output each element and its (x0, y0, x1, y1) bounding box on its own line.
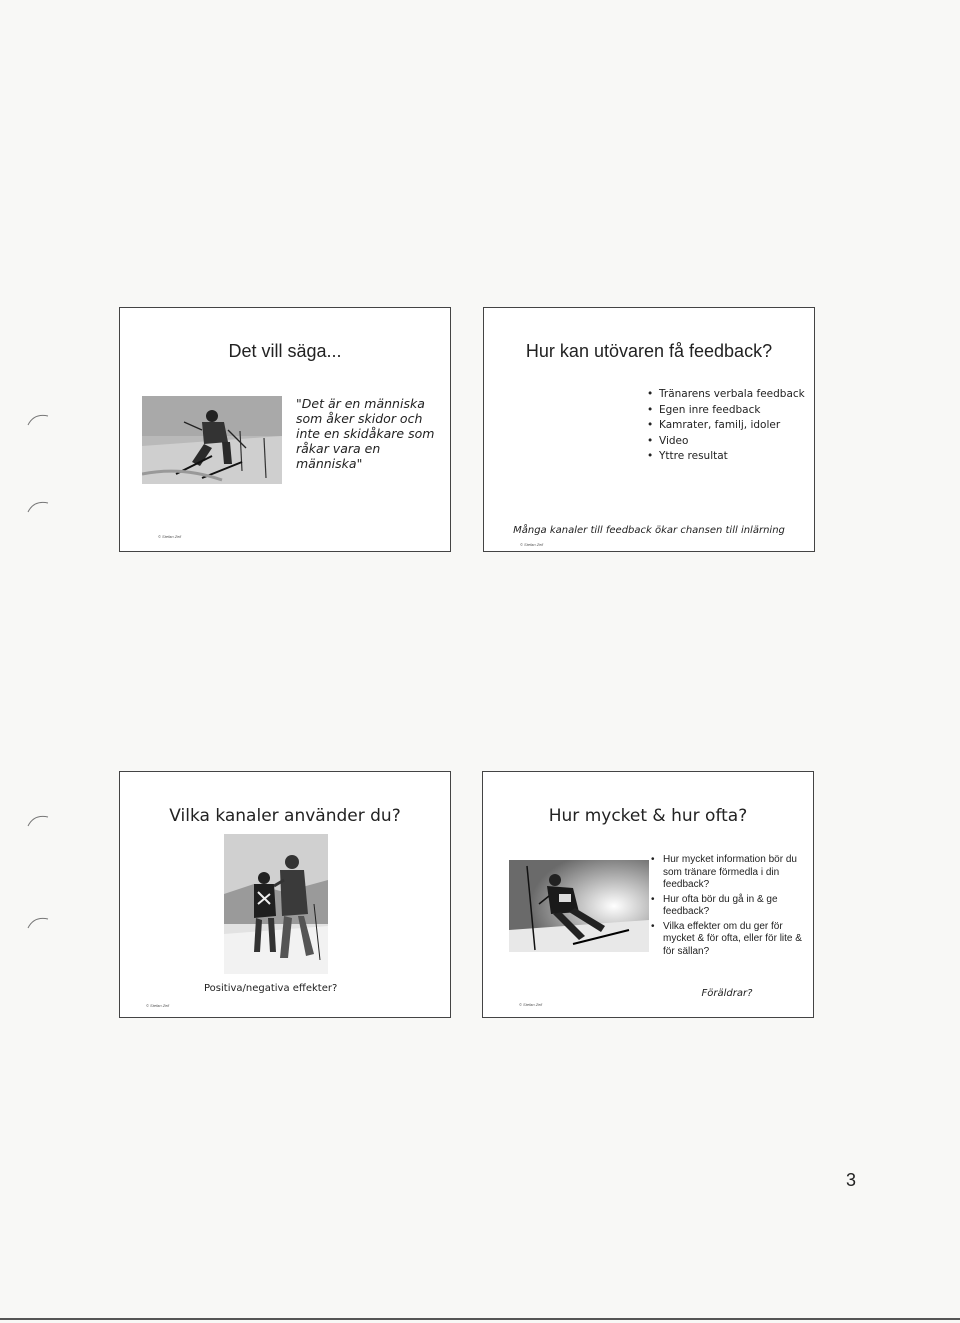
slide-footer-note: Föräldrar? (701, 988, 753, 999)
feedback-channel-list (647, 388, 807, 466)
slide-caption: Positiva/negativa effekter? (204, 983, 338, 994)
copyright-note: © Stefan Zell (146, 1003, 170, 1008)
slalom-skier-photo (509, 860, 649, 952)
slide-vilka-kanaler (119, 771, 451, 1018)
list-item: • Yttre resultat (647, 450, 807, 463)
list-item: • Kamrater, familj, idoler (647, 419, 807, 432)
slide-title: Hur kan utövaren få feedback? (525, 341, 773, 361)
list-item: • Vilka effekter om du ger för mycket & för ofta, eller för lite & för sällan? (651, 921, 811, 959)
coach-and-child-photo (224, 834, 328, 974)
slide-title: Det vill säga... (228, 341, 342, 361)
quote-text: "Det är en människa som åker skidor och inte en skidåkare som råkar vara en människa" (296, 396, 435, 471)
slide-hur-kan-utovaren (483, 307, 815, 552)
list-item: • Hur ofta bör du gå in & ge feedback? (651, 894, 811, 919)
slide-title: Hur mycket & hur ofta? (548, 806, 748, 826)
list-item: • Hur mycket information bör du som tränare förmedla i din feedback? (651, 854, 811, 892)
slide-det-vill-saga (119, 307, 451, 552)
list-item: • Video (647, 435, 807, 448)
slide-title: Vilka kanaler använder du? (169, 806, 401, 826)
slide-hur-mycket (482, 771, 814, 1018)
page-number: 3 (846, 1170, 857, 1190)
skier-photo (142, 396, 282, 484)
copyright-note: © Stefan Zell (519, 1002, 543, 1007)
copyright-note: © Stefan Zell (520, 542, 544, 547)
list-item: • Egen inre feedback (647, 404, 807, 417)
copyright-note: © Stefan Zell (158, 534, 182, 539)
list-item: • Tränarens verbala feedback (647, 388, 807, 401)
slide-footer-note: Många kanaler till feedback ökar chansen till inlärning (513, 525, 785, 536)
question-list (651, 854, 811, 960)
